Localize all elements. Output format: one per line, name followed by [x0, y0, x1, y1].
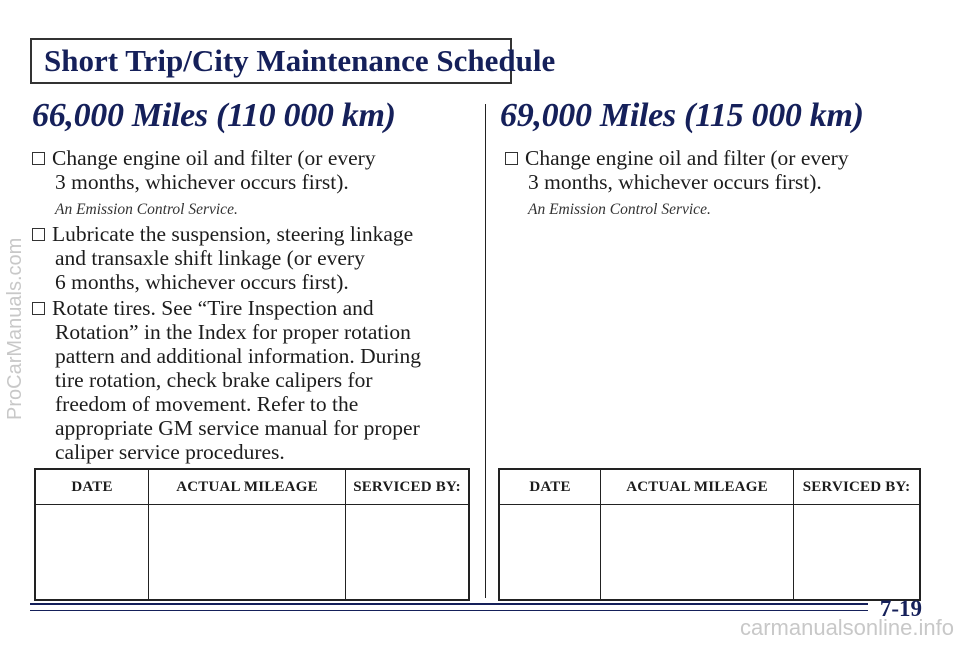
task-item-oil-change-right: [505, 146, 849, 222]
task-text: freedom of movement. Refer to the: [55, 392, 359, 416]
task-text: Change engine oil and filter (or every: [525, 146, 849, 170]
task-item-rotate-tires-left: [32, 296, 421, 464]
section-title: Short Trip/City Maintenance Schedule: [44, 43, 556, 78]
footer-rule-bottom: [30, 610, 868, 611]
task-text: Change engine oil and filter (or every: [52, 146, 376, 170]
serviced-by-cell[interactable]: [346, 505, 470, 601]
watermark-bottom: carmanualsonline.info: [739, 615, 954, 640]
watermark-side: ProCarManuals.com: [4, 237, 26, 420]
column-header-serviced-by: SERVICED BY:: [346, 469, 470, 505]
emission-note: An Emission Control Service.: [528, 201, 711, 218]
task-text: 3 months, whichever occurs first).: [55, 170, 349, 194]
milestone-title-right: 69,000 Miles (115 000 km): [500, 97, 864, 134]
task-text: pattern and additional information. During: [55, 344, 422, 368]
task-item-oil-change-left: [32, 146, 376, 222]
footer-rule-top: [30, 603, 868, 605]
column-divider: [485, 104, 486, 598]
task-text: caliper service procedures.: [55, 440, 285, 464]
task-item-lubricate-left: [32, 222, 413, 294]
checkbox-icon[interactable]: [505, 152, 518, 165]
task-text: Rotation” in the Index for proper rotation: [55, 320, 411, 344]
task-text: and transaxle shift linkage (or every: [55, 246, 365, 270]
table-header-row: [499, 469, 920, 505]
task-text: 6 months, whichever occurs first).: [55, 270, 349, 294]
section-header-box: [30, 38, 556, 84]
page-number: 7-19: [879, 596, 922, 621]
checkbox-icon[interactable]: [32, 152, 45, 165]
date-cell[interactable]: [499, 505, 601, 601]
column-header-date: DATE: [35, 469, 149, 505]
service-record-table-left: [34, 468, 470, 601]
table-row: [499, 505, 920, 601]
mileage-cell[interactable]: [149, 505, 346, 601]
column-header-date: DATE: [499, 469, 601, 505]
task-text: Lubricate the suspension, steering linkage: [52, 222, 414, 246]
task-text: appropriate GM service manual for proper: [55, 416, 420, 440]
service-record-table-right: [498, 468, 921, 601]
task-text: tire rotation, check brake calipers for: [55, 368, 373, 392]
task-text: Rotate tires. See “Tire Inspection and: [52, 296, 374, 320]
checkbox-icon[interactable]: [32, 228, 45, 241]
milestone-title-left: 66,000 Miles (110 000 km): [32, 97, 396, 134]
column-header-actual-mileage: ACTUAL MILEAGE: [149, 469, 346, 505]
emission-note: An Emission Control Service.: [55, 201, 238, 218]
column-header-serviced-by: SERVICED BY:: [794, 469, 921, 505]
serviced-by-cell[interactable]: [794, 505, 921, 601]
checkbox-icon[interactable]: [32, 302, 45, 315]
date-cell[interactable]: [35, 505, 149, 601]
column-header-actual-mileage: ACTUAL MILEAGE: [601, 469, 794, 505]
table-header-row: [35, 469, 469, 505]
task-text: 3 months, whichever occurs first).: [528, 170, 822, 194]
mileage-cell[interactable]: [601, 505, 794, 601]
table-row: [35, 505, 469, 601]
